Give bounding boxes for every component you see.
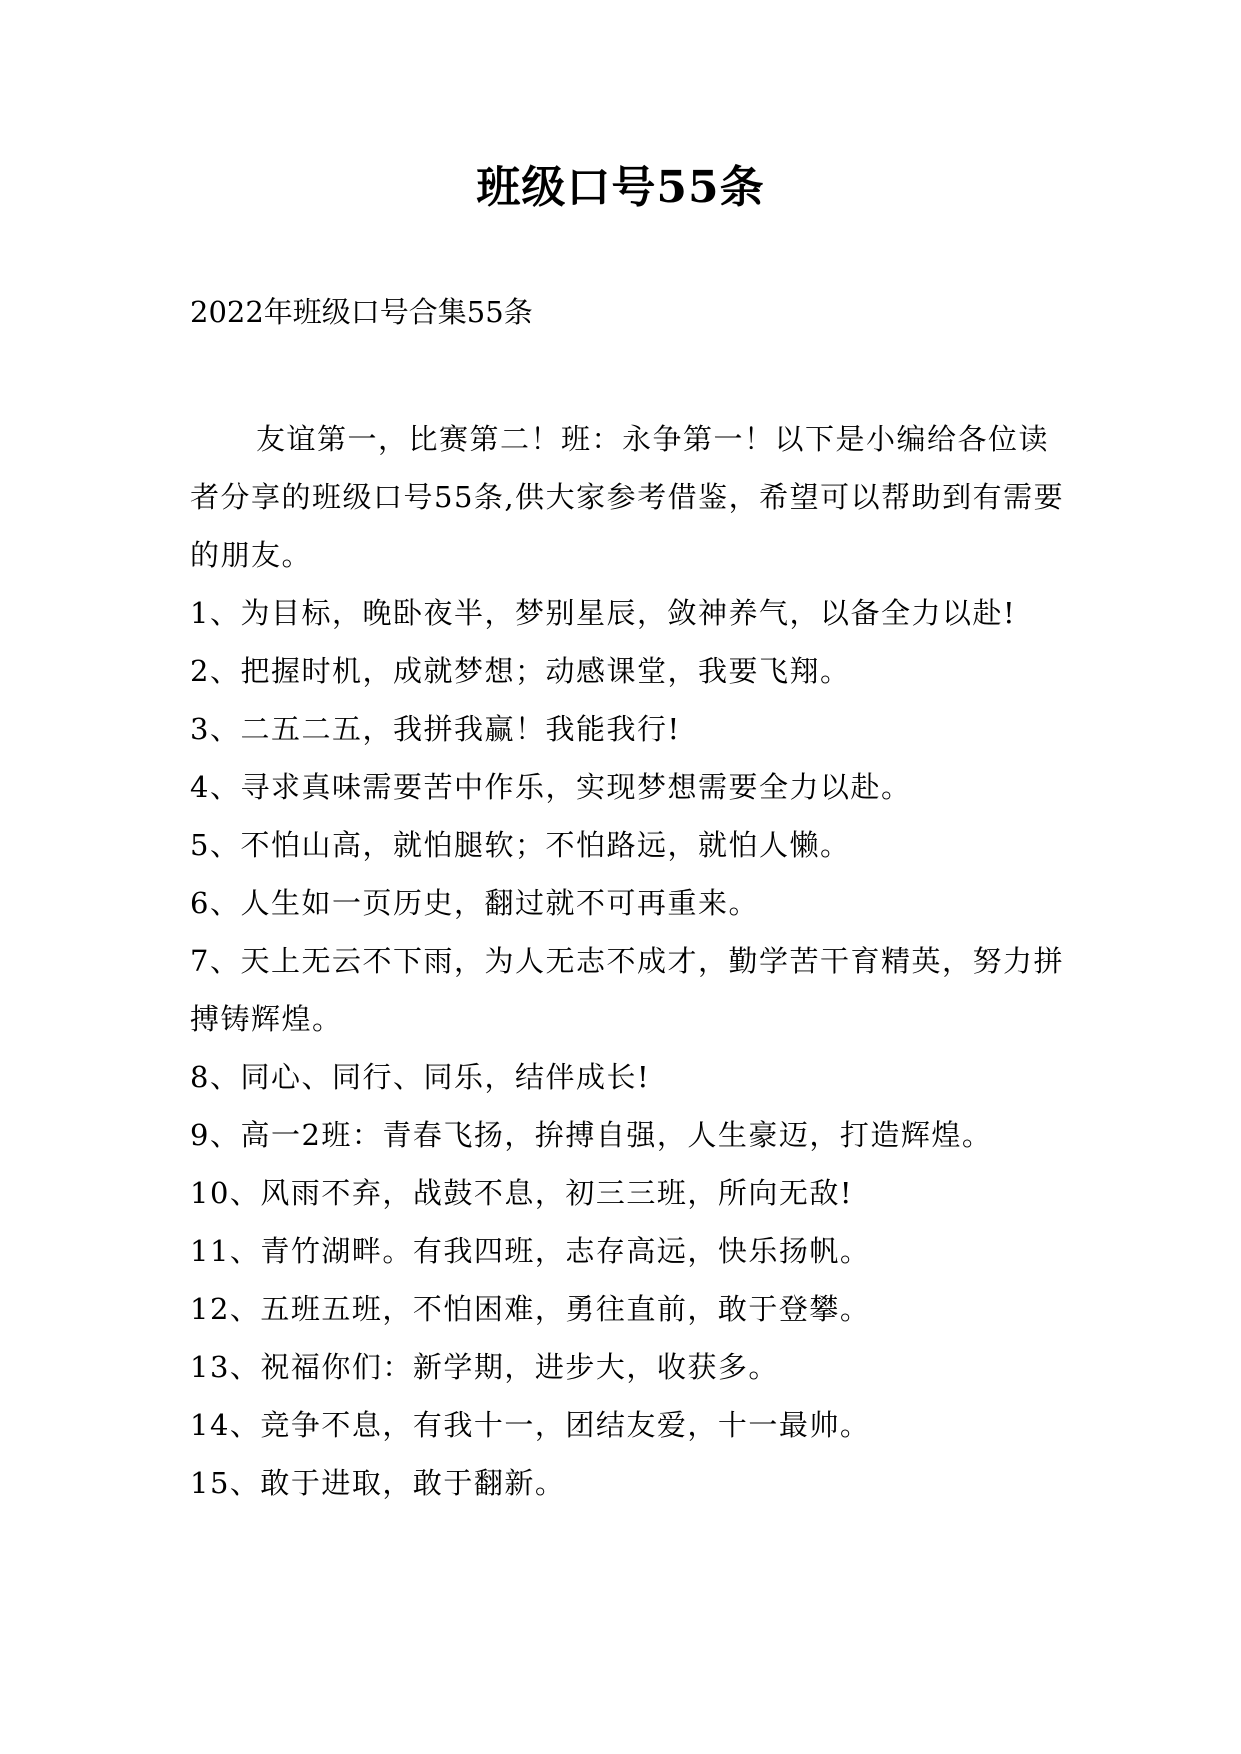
slogan-item: 4、寻求真味需要苦中作乐，实现梦想需要全力以赴。 bbox=[190, 770, 912, 804]
slogan-item: 11、青竹湖畔。有我四班，志存高远，快乐扬帆。 bbox=[190, 1234, 871, 1268]
slogan-item: 6、人生如一页历史，翻过就不可再重来。 bbox=[190, 886, 759, 920]
slogan-item: 7、天上无云不下雨，为人无志不成才，勤学苦干育精英，努力拼搏铸辉煌。 bbox=[190, 944, 1064, 1036]
slogan-item: 14、竞争不息，有我十一，团结友爱，十一最帅。 bbox=[190, 1408, 871, 1442]
document-subtitle: 2022年班级口号合集55条 bbox=[190, 295, 533, 329]
slogan-item: 13、祝福你们：新学期，进步大，收获多。 bbox=[190, 1350, 779, 1384]
document-body bbox=[190, 410, 1070, 1512]
slogan-item: 8、同心、同行、同乐，结伴成长! bbox=[190, 1060, 651, 1094]
slogan-item: 5、不怕山高，就怕腿软；不怕路远，就怕人懒。 bbox=[190, 828, 851, 862]
intro-paragraph: 友谊第一，比赛第二！班：永争第一！以下是小编给各位读者分享的班级口号55条,供大家参考借鉴，希望可以帮助到有需要的朋友。 bbox=[190, 422, 1065, 572]
slogan-item: 3、二五二五，我拼我赢！我能我行! bbox=[190, 712, 681, 746]
slogan-item: 9、高一2班：青春飞扬，拚搏自强，人生豪迈，打造辉煌。 bbox=[190, 1118, 993, 1152]
slogan-item: 2、把握时机，成就梦想；动感课堂，我要飞翔。 bbox=[190, 654, 851, 688]
document-title: 班级口号55条 bbox=[476, 162, 765, 213]
slogan-item: 12、五班五班，不怕困难，勇往直前，敢于登攀。 bbox=[190, 1292, 871, 1326]
slogan-item: 15、敢于进取，敢于翻新。 bbox=[190, 1466, 566, 1500]
slogan-item: 10、风雨不弃，战鼓不息，初三三班，所向无敌! bbox=[190, 1176, 854, 1210]
slogan-item: 1、为目标，晚卧夜半，梦别星辰，敛神养气，以备全力以赴! bbox=[190, 596, 1017, 630]
